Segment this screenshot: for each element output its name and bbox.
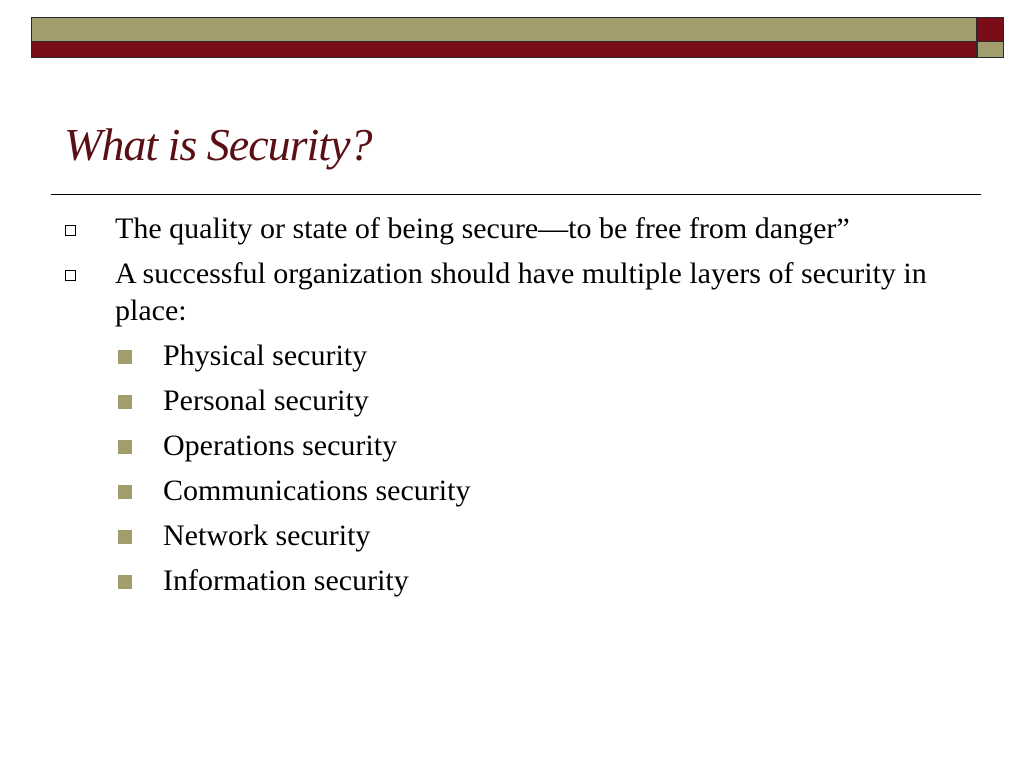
title-divider bbox=[51, 194, 981, 195]
sub-bullet-text: Information security bbox=[163, 564, 409, 597]
bullet-item bbox=[115, 210, 965, 247]
hollow-square-bullet-icon bbox=[65, 225, 76, 236]
sub-bullet-text: Personal security bbox=[163, 384, 369, 417]
sub-bullet-item bbox=[163, 427, 963, 464]
sub-bullet-item bbox=[163, 337, 963, 374]
bullet-item bbox=[115, 255, 965, 329]
filled-square-bullet-icon bbox=[118, 575, 132, 589]
bullet-text: A successful organization should have multiple layers of security in place: bbox=[115, 257, 927, 327]
sub-bullet-item bbox=[163, 517, 963, 554]
header-maroon-stripe bbox=[32, 42, 976, 57]
sub-bullet-text: Operations security bbox=[163, 429, 398, 462]
sub-bullet-text: Physical security bbox=[163, 339, 368, 372]
sub-bullet-item bbox=[163, 472, 963, 509]
corner-olive-block bbox=[978, 42, 1003, 57]
sub-bullet-text: Network security bbox=[163, 519, 371, 552]
header-olive-stripe bbox=[32, 18, 976, 42]
filled-square-bullet-icon bbox=[118, 485, 132, 499]
filled-square-bullet-icon bbox=[118, 395, 132, 409]
filled-square-bullet-icon bbox=[118, 440, 132, 454]
slide-title: What is Security? bbox=[64, 119, 372, 170]
header-decorative-band bbox=[31, 17, 977, 58]
sub-bullet-item bbox=[163, 382, 963, 419]
hollow-square-bullet-icon bbox=[65, 270, 76, 281]
corner-maroon-block bbox=[978, 18, 1003, 42]
sub-bullet-item bbox=[163, 562, 963, 599]
filled-square-bullet-icon bbox=[118, 350, 132, 364]
header-corner-block bbox=[977, 17, 1004, 58]
bullet-text: The quality or state of being secure—to be free from danger” bbox=[115, 212, 850, 245]
filled-square-bullet-icon bbox=[118, 530, 132, 544]
sub-bullet-text: Communications security bbox=[163, 474, 471, 507]
